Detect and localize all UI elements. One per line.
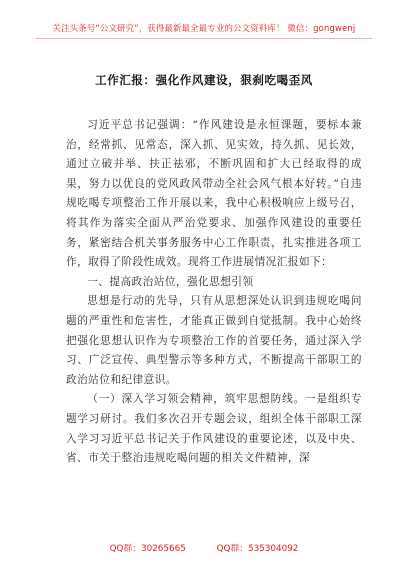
footer-qq-group-2: QQ群：535304092 [216,544,299,554]
section-paragraph-1: 思想是行动的先导，只有从思想深处认识到违规吃喝问题的严重性和危害性，才能真正做到自觉抵制。我中心始终把强化思想认识作为专项整治工作的首要任务，通过深入学习、广泛宣传、典型警示等多种方式，不断提高干部职工的政治站位和纪律意识。 [66,295,362,386]
header-banner: 关注头条号“公文研究”，获得最新最全最专业的公文资料库！ 微信：gongwenj [52,23,356,33]
subsection-paragraph-1: （一）深入学习领会精神，筑牢思想防线。一是组织专题学习研讨。我们多次召开专题会议，组织全体干部职工深入学习习近平总书记关于作风建设的重要论述，以及中央、省、市关于整治违规吃喝问题的相关文件精神，深 [66,393,362,465]
section-heading-1: 一、提高政治站位，强化思想引领 [87,275,254,288]
footer-qq-group-1: QQ群：30265665 [109,544,186,554]
document-body [66,116,362,469]
intro-paragraph: 习近平总书记强调：“作风建设是永恒课题，要标本兼治，经常抓、见常态，深入抓、见实效，持久抓、见长效，通过立破并举、扶正祛邪，不断巩固和扩大已经取得的成果，努力以优良的党风政风带动全社会风气根本好转。”自违规吃喝专项整治工作开展以来，我中心积极响应上级号召，将其作为落实全面从严治党要求、加强作风建设的重要任务，紧密结合机关事务服务中心工作职责，扎实推进各项工作，取得了阶段性成效。现将工作进展情况汇报如下： [66,119,362,269]
header-divider [36,38,372,39]
footer-contact [0,541,408,554]
document-title: 工作汇报：强化作风建设，狠刹吃喝歪风 [95,73,313,87]
